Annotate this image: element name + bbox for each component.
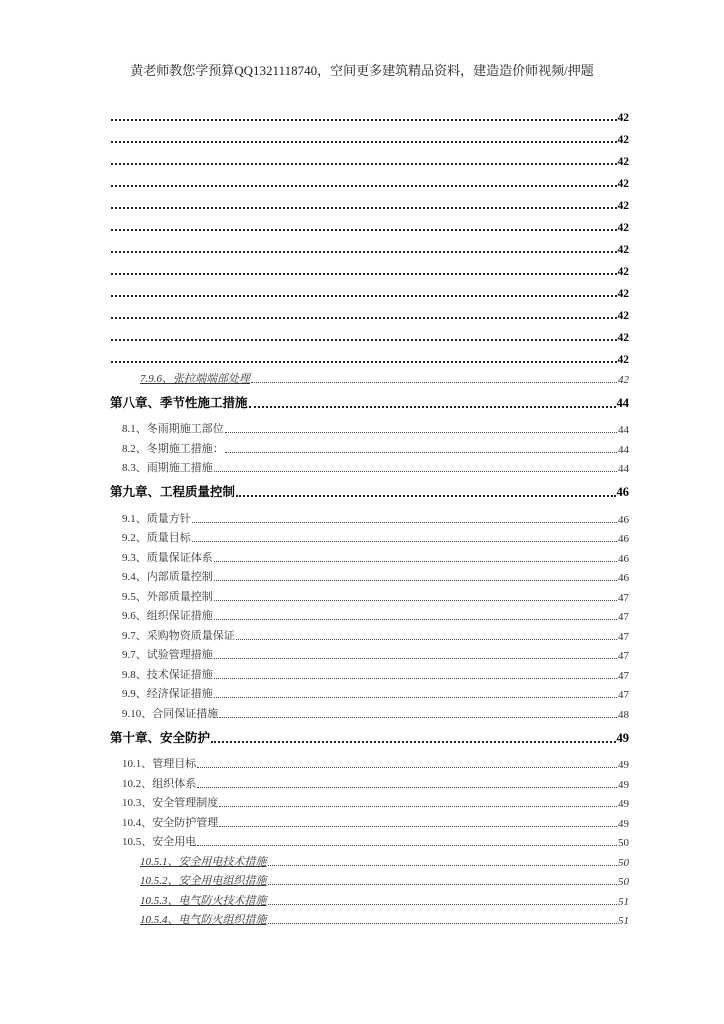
toc-leader-dots [197,767,617,768]
toc-entry-label: 8.2、冬期施工措施： [122,442,224,455]
toc-entry[interactable] [110,366,629,386]
toc-leader-dots [111,229,617,231]
toc-page-number: 42 [617,288,629,300]
toc-entry[interactable] [110,682,629,702]
toc-entry[interactable] [110,565,629,585]
toc-leader-dots [111,273,617,275]
toc-leader-dots [111,317,617,319]
toc-page-number: 46 [618,533,629,545]
toc-entry-label: 9.3、质量保证体系 [122,551,213,564]
toc-leader-dots [225,432,617,433]
toc-entry-label: 8.3、雨期施工措施 [122,462,213,474]
toc-entry[interactable] [110,771,629,791]
toc-leader-dots [111,339,617,341]
toc-page-number: 44 [618,424,629,436]
toc-leader-dots [111,361,617,363]
toc-leader-dots [214,561,617,562]
toc-page-number: 47 [618,611,629,623]
toc-leader-dots [111,185,617,187]
toc-leader-dots [214,471,617,472]
toc-entry-label: 9.5、外部质量控制 [122,590,213,603]
toc-page-number: 49 [618,798,629,810]
toc-chapter-entry[interactable] [110,725,629,746]
toc-entry[interactable] [110,212,629,234]
toc-leader-dots [214,580,617,581]
toc-page-number: 47 [618,591,629,604]
toc-entry[interactable] [110,234,629,256]
toc-entry-label: 7.9.6、张拉端端部处理 [140,372,250,385]
toc-page-number: 46 [618,513,629,526]
toc-page-number: 42 [617,310,629,322]
toc-leader-dots [111,119,617,121]
toc-page-number: 51 [618,895,629,908]
toc-entry-label: 10.5.2、安全用电组织措施 [140,875,267,887]
toc-entry[interactable] [110,124,629,146]
toc-entry-label: 9.7、试验管理措施 [122,649,213,661]
toc-entry[interactable] [110,456,629,476]
toc-page-number: 47 [618,689,629,701]
toc-chapter-entry[interactable] [110,390,629,411]
toc-leader-dots [214,600,617,601]
toc-page-number: 48 [618,708,629,721]
toc-leader-dots [214,697,617,698]
toc-leader-dots [111,251,617,253]
toc-page-number: 46 [618,552,629,565]
toc-leader-dots [214,619,617,620]
toc-entry-label: 10.4、安全防护管理 [122,816,219,829]
toc-leader-dots [197,787,617,788]
toc-leader-dots [236,639,617,640]
toc-entry[interactable] [110,643,629,663]
toc-entry[interactable] [110,849,629,869]
toc-leader-dots [111,295,617,297]
toc-leader-dots [251,382,617,383]
toc-page-number: 50 [618,856,629,869]
toc-entry[interactable] [110,869,629,889]
toc-leader-dots [236,495,615,497]
toc-page-number: 42 [617,354,629,366]
toc-page-number: 42 [617,244,629,256]
toc-leader-dots [268,904,618,905]
toc-leader-dots [192,522,617,523]
toc-entry[interactable] [110,506,629,526]
toc-entry-label: 8.1、冬雨期施工部位 [122,423,224,435]
toc-entry[interactable] [110,623,629,643]
toc-page-number: 42 [617,332,629,344]
toc-leader-dots [111,207,617,209]
toc-entry[interactable] [110,526,629,546]
toc-leader-dots [192,541,617,542]
toc-leader-dots [197,845,617,846]
toc-entry[interactable] [110,604,629,624]
toc-entry-label: 第八章、季节性施工措施 [110,395,248,410]
toc-entry-label: 10.2、组织体系 [122,777,197,790]
toc-page-number: 47 [618,630,629,643]
toc-page-number: 42 [617,222,629,234]
toc-entry-label: 10.5.3、电气防火技术措施 [140,894,267,907]
toc-page-number: 42 [617,156,629,168]
toc-entry-label: 9.10、合同保证措施 [122,707,219,720]
toc-page-number: 42 [617,112,629,124]
toc-entry-label: 9.7、采购物资质量保证 [122,629,235,642]
toc-entry-label: 第九章、工程质量控制 [110,485,236,499]
toc-page-number: 46 [616,485,629,499]
toc-page-number: 49 [618,778,629,791]
toc-page-number: 50 [618,837,629,849]
toc-page-number: 42 [618,373,629,386]
toc-entry-label: 10.1、管理目标 [122,758,197,770]
toc-leader-dots [268,865,618,866]
toc-entry[interactable] [110,888,629,908]
toc-page-number: 46 [618,572,629,584]
toc-chapter-entry[interactable] [110,479,629,500]
toc-page-number: 47 [618,669,629,682]
toc-entry-label: 9.9、经济保证措施 [122,688,213,700]
toc-page-number: 47 [618,650,629,662]
toc-entry[interactable] [110,791,629,811]
toc-entry-label: 9.2、质量目标 [122,532,191,544]
toc-entry-label: 10.3、安全管理制度 [122,797,219,809]
toc-leader-dots [268,923,618,924]
toc-entry-label: 9.8、技术保证措施 [122,668,213,681]
toc-page-number: 49 [618,759,629,771]
toc-entry[interactable] [110,146,629,168]
toc-page-number: 51 [618,915,629,927]
toc-entry[interactable] [110,417,629,437]
toc-page-number: 42 [617,200,629,212]
toc-leader-dots [111,163,617,165]
toc-entry[interactable] [110,168,629,190]
toc-leader-dots [219,826,617,827]
toc-leader-dots [225,452,617,453]
toc-entry-label: 9.1、质量方针 [122,512,191,525]
toc-entry[interactable] [110,322,629,344]
toc-leader-dots [219,717,617,718]
toc-entry[interactable] [110,102,629,124]
toc-page-number: 44 [616,395,629,410]
toc-entry-label: 10.5.1、安全用电技术措施 [140,855,267,868]
toc-page-number: 42 [617,134,629,146]
toc-entry[interactable] [110,436,629,456]
toc-entry-label: 第十章、安全防护 [110,730,211,745]
toc-page-number: 44 [618,463,629,475]
toc-entry[interactable] [110,256,629,278]
toc-entry[interactable] [110,278,629,300]
toc-leader-dots [214,658,617,659]
toc-entry[interactable] [110,584,629,604]
toc-page-number: 49 [618,817,629,830]
toc-leader-dots [249,406,616,408]
toc-leader-dots [268,884,618,885]
toc-entry[interactable] [110,300,629,322]
toc-entry-label: 9.6、组织保证措施 [122,610,213,622]
toc-entry[interactable] [110,701,629,721]
toc-entry[interactable] [110,545,629,565]
toc-entry[interactable] [110,830,629,850]
toc-page-number: 44 [618,443,629,456]
toc-page-number: 50 [618,876,629,888]
toc-entry-label: 10.5、安全用电 [122,836,197,848]
page-header: 黄老师教您学预算QQ1321118740，空间更多建筑精品资料，建造造价师视频/押题 [130,63,594,78]
toc-entry[interactable] [110,908,629,928]
toc-entry-label: 10.5.4、电气防火组织措施 [140,914,267,926]
toc-entry[interactable] [110,662,629,682]
toc-leader-dots [111,141,617,143]
toc-leader-dots [214,678,617,679]
toc-leader-dots [211,741,615,743]
toc-page-number: 42 [617,178,629,190]
toc-page-number: 42 [617,266,629,278]
toc-entry[interactable] [110,810,629,830]
toc-leader-dots [219,806,617,807]
toc-entry[interactable] [110,752,629,772]
toc-entry[interactable] [110,344,629,366]
toc-entry[interactable] [110,190,629,212]
table-of-contents [110,102,629,927]
toc-entry-label: 9.4、内部质量控制 [122,571,213,583]
toc-page-number: 49 [616,730,629,745]
